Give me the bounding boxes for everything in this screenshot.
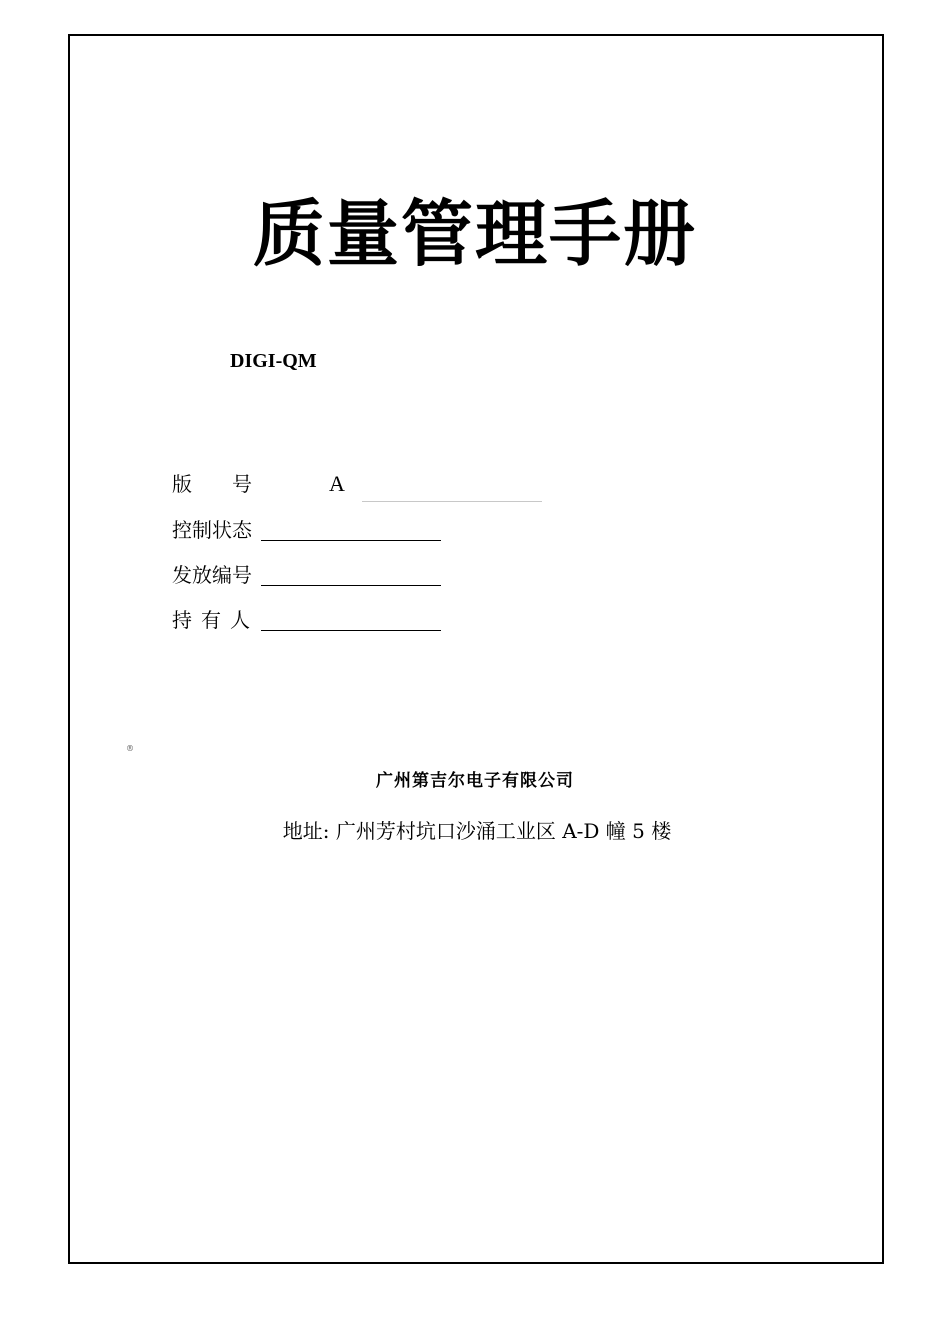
company-address: 地址: 广州芳村坑口沙涌工业区 A-D 幢 5 楼 [282,819,672,843]
holder-label: 持有人 [172,608,259,632]
control-status-underline [261,540,441,541]
version-value: A [329,471,345,496]
company-name: 广州第吉尔电子有限公司 [376,771,574,791]
issue-number-underline [261,585,441,586]
version-underline [362,501,542,502]
document-title: 质量管理手册 [252,192,697,276]
control-status-label: 控制状态 [172,518,252,542]
version-label: 版号 [172,472,292,496]
registered-mark: ® [126,744,134,753]
document-code: DIGI-QM [230,350,317,372]
holder-underline [261,630,441,631]
issue-number-label: 发放编号 [172,563,252,587]
